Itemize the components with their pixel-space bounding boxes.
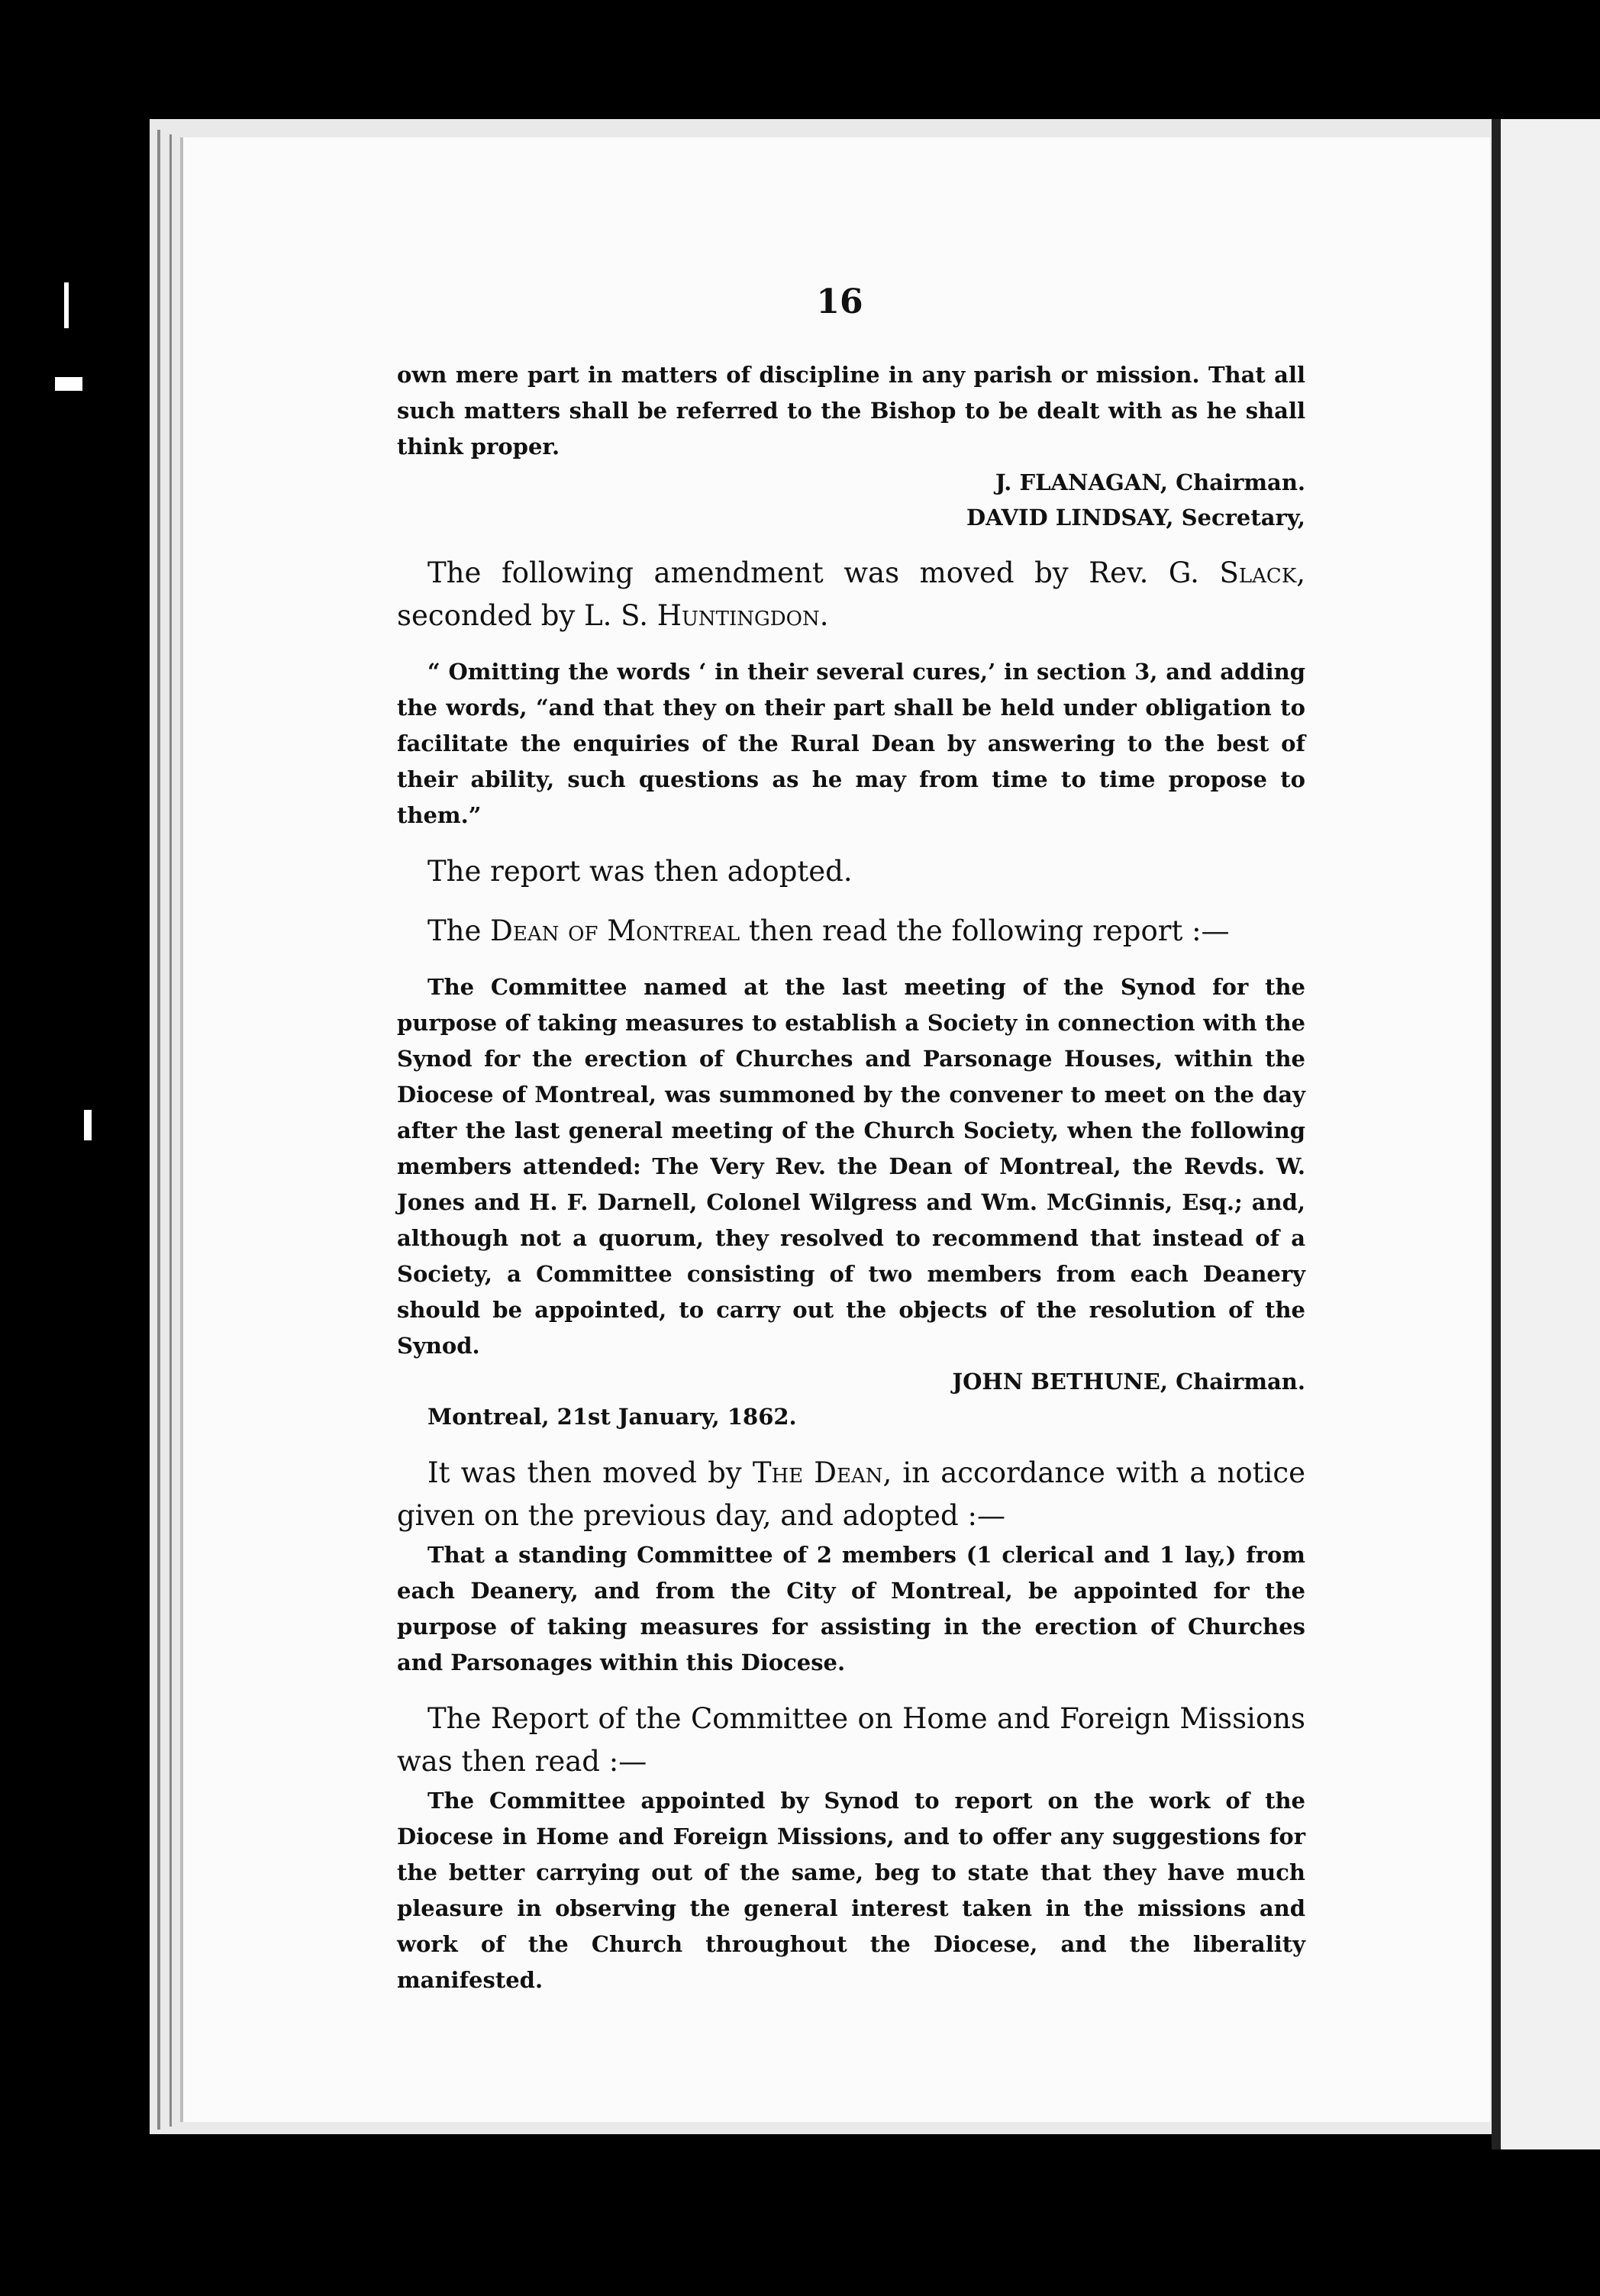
spacer [397,1681,1305,1698]
page-edge-line [157,130,160,2130]
dean-intro-text-2: then read the following report :— [740,914,1230,947]
spacer [397,893,1305,910]
paragraph-continuation: own mere part in matters of discipline in any parish or mission. That all such matters shall be referred to the Bishop to be dealt with as he shall think proper. [397,362,1305,460]
missions-report-text: The Committee appointed by Synod to report on the work of the Diocese in Home and Foreign Missions, and to offer any suggestions for the better carrying out of the same, beg to state that they have much pleasure in observing the general interest taken in the missions and work of the Church throughout the Diocese, and the liberality manifested. [397,1788,1305,1993]
mover-name: Slack, [1219,556,1305,589]
dean-intro-text: The [427,914,491,947]
spacer [397,1435,1305,1452]
scan-mark [64,282,69,328]
book-gutter [1492,119,1501,2149]
page-number: 16 [816,282,863,321]
missions-report-intro: The Report of the Committee on Home and Foreign Missions was then read :— [397,1702,1305,1778]
amendment-intro-text: The following amendment was moved by Rev. G. [427,556,1220,589]
motion-intro [397,1452,1305,1537]
standing-committee-resolution: That a standing Committee of 2 members (1 clerical and 1 lay,) from each Deanery, and from the City of Montreal, be appointed for the purpose of taking measures for assisting in the erection of Churches and Parsonages within this Diocese. [397,1542,1305,1675]
spacer [397,953,1305,969]
page-edge-line [169,134,172,2127]
scan-mark [84,1110,92,1140]
committee-report: The Committee named at the last meeting of the Synod for the purpose of taking measures to establish a Society in connection with the Synod for the erection of Churches and Parsonage Houses, within the Diocese of Montreal, was summoned by the convener to meet on the day after the last general meeting of the Church Society, when the following members attended: The Very Rev. the Dean of Montreal, the Revds. W. Jones and H. F. Darnell, Colonel Wilgress and Wm. McGinnis, Esq.; and, although not a quorum, they resolved to recommend that instead of a Society, a Committee consisting of two members from each Deanery should be appointed, to carry out the objects of the resolution of the Synod. [397,974,1305,1359]
motion-mover: The Dean, [752,1456,892,1489]
signature-bethune: JOHN BETHUNE, Chairman. [952,1369,1305,1395]
amendment-text: “ Omitting the words ‘ in their several cures,’ in section 3, and adding the words, “and that they on their part shall be held under obligation to facilitate the enquiries of the Rural Dean by answering to the best of their ability, such questions as he may from time to time propose to them.” [397,659,1305,828]
report-adopted: The report was then adopted. [427,855,853,888]
amendment-intro [397,552,1305,637]
dean-title: Dean of Montreal [490,914,740,947]
seconder-name: Huntingdon. [656,599,829,632]
dean-report-intro [397,910,1305,953]
spacer [397,637,1305,654]
spacer [397,834,1305,850]
motion-intro-text-2: in accordance with a notice given on the previous day, and adopted :— [397,1456,1305,1532]
page-body [397,357,1305,1998]
scan-mark [55,377,82,391]
signature-chairman: J. FLANAGAN, Chairman. [995,469,1305,495]
spacer [397,535,1305,552]
motion-intro-text: It was then moved by [427,1456,753,1489]
facing-page-edge [1498,119,1600,2149]
amendment-intro-text-2: seconded by L. S. [397,599,657,632]
dateline: Montreal, 21st January, 1862. [427,1404,797,1430]
signature-secretary: DAVID LINDSAY, Secretary, [966,505,1305,530]
